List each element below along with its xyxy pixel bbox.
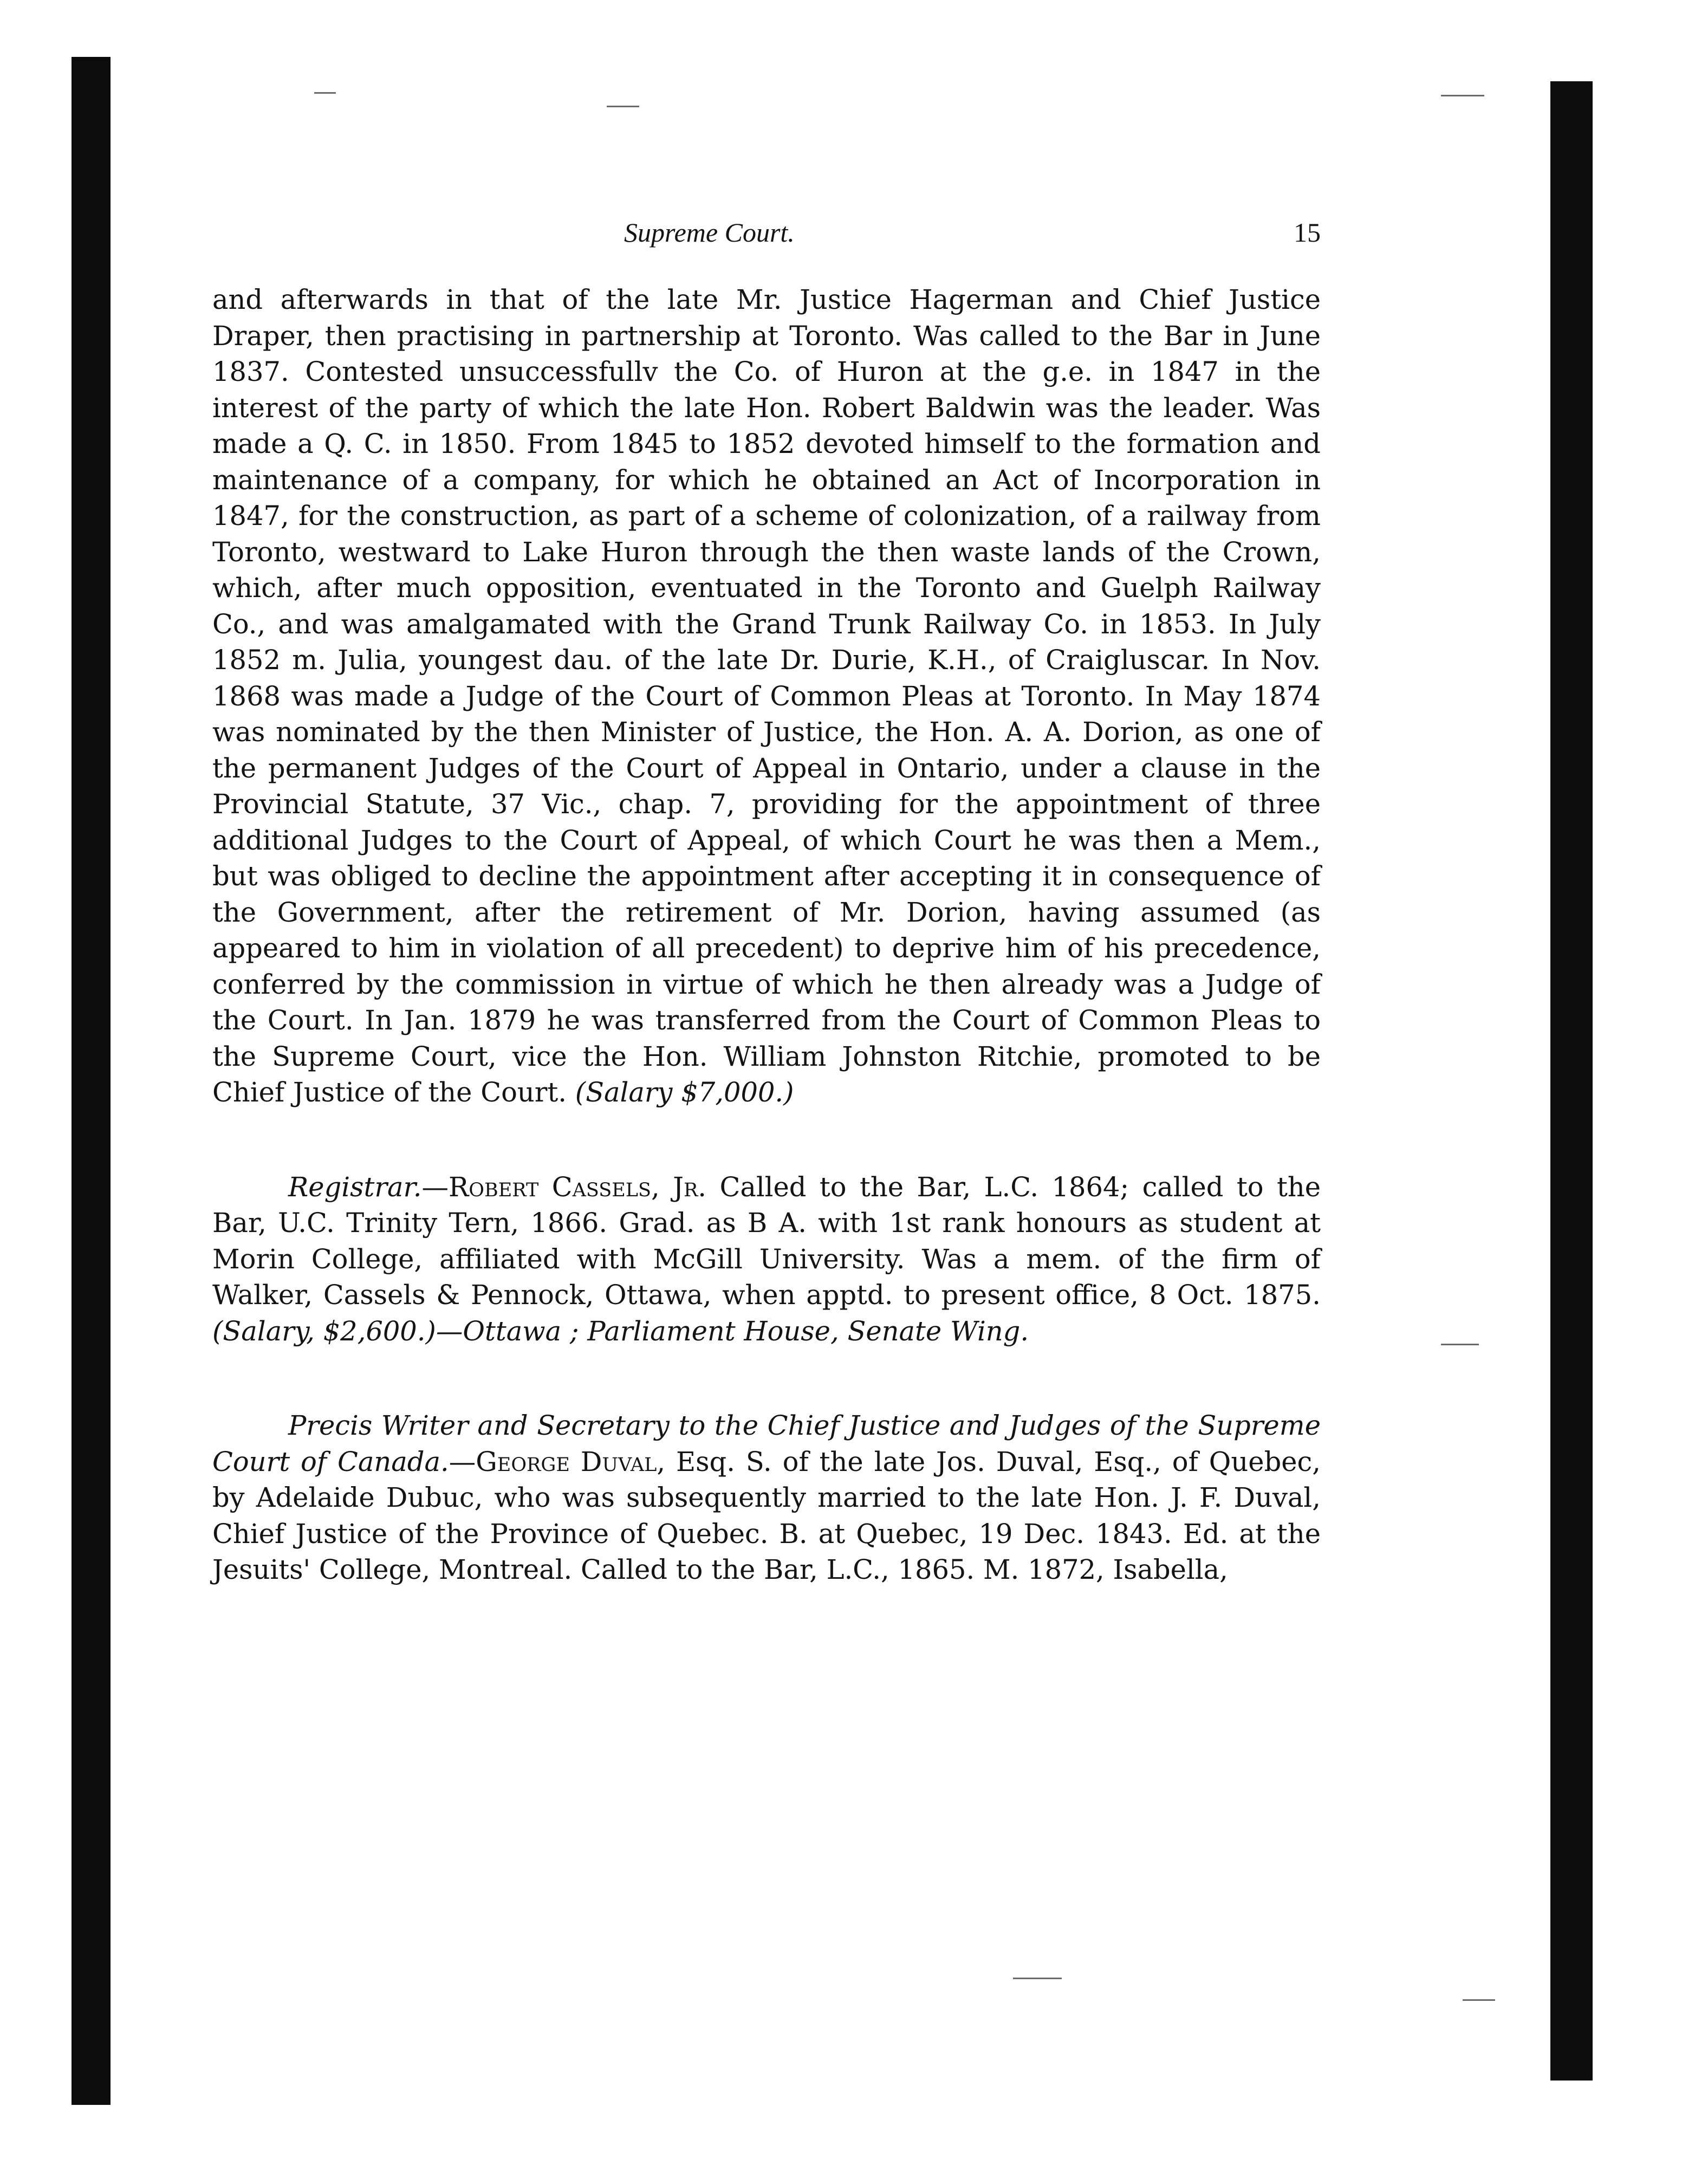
registrar-salary: (Salary, $2,600.) (212, 1315, 436, 1347)
paragraph-precis-writer (212, 1408, 1321, 1588)
scan-border-left (72, 57, 111, 2105)
paragraph-continuation (212, 282, 1321, 1111)
em-dash: — (421, 1171, 449, 1203)
registrar-name: Robert Cassels, Jr. (449, 1171, 707, 1203)
salary-note: (Salary $7,000.) (575, 1077, 794, 1108)
registrar-text: Called to the Bar, L.C. 1864; called to the Bar, U.C. Trinity Tern, 1866. Grad. as B A. with 1st rank honours as student at Morin College, affiliated with McGill University. Was a mem. of the firm of Walker, Cassels & Pennock, Ottawa, when apptd. to present office, 8 Oct. 1875. (212, 1171, 1321, 1311)
precis-text: Esq. S. of the late Jos. Duval, Esq., of Quebec, by Adelaide Dubuc, who was subsequently married to the late Hon. J. F. Duval, Chief Justice of the Province of Quebec. B. at Quebec, 19 Dec. 1843. Ed. at the Jesuits' College, Montreal. Called to the Bar, L.C., 1865. M. 1872, Isabella, (212, 1446, 1321, 1585)
scan-speck (1463, 1999, 1495, 2001)
running-title: Supreme Court. (624, 217, 795, 248)
running-head (212, 207, 1321, 256)
document-page (212, 207, 1321, 1588)
precis-label: Precis Writer and Secretary to the Chief Justice and Judges of the Supreme Court of Canada. (212, 1410, 1321, 1477)
scan-speck (314, 92, 336, 94)
em-dash: — (449, 1446, 476, 1477)
paragraph-registrar (212, 1169, 1321, 1350)
scan-speck (1441, 1344, 1479, 1345)
scan-speck (1013, 1978, 1062, 1979)
registrar-label: Registrar. (288, 1171, 422, 1203)
precis-name: George Duval, (476, 1446, 666, 1477)
paragraph-text: and afterwards in that of the late Mr. Justice Hagerman and Chief Justice Draper, then practising in partnership at Toronto. Was called to the Bar in June 1837. Contested unsuccessfullv the Co. of Huron at the g.e. in 1847 in the interest of the party of which the late Hon. Robert Baldwin was the leader. Was made a Q. C. in 1850. From 1845 to 1852 devoted himself to the formation and maintenance of a company, for which he obtained an Act of Incorporation in 1847, for the construction, as part of a scheme of colonization, of a railway from Toronto, westward to Lake Huron through the then waste lands of the Crown, which, after much opposition, eventuated in the Toronto and Guelph Railway Co., and was amalgamated with the Grand Trunk Railway Co. in 1853. In July 1852 m. Julia, youngest dau. of the late Dr. Durie, K.H., of Craigluscar. In Nov. 1868 was made a Judge of the Court of Common Pleas at Toronto. In May 1874 was nominated by the then Minister of Justice, the Hon. A. A. Dorion, as one of the permanent Judges of the Court of Appeal in Ontario, under a clause in the Provincial Statute, 37 Vic., chap. 7, providing for the appointment of three additional Judges to the Court of Appeal, of which Court he was then a Mem., but was obliged to decline the appointment after accepting it in consequence of the Government, after the retirement of Mr. Dorion, having assumed (as appeared to him in violation of all precedent) to deprive him of his precedence, conferred by the commission in virtue of which he then already was a Judge of the Court. In Jan. 1879 he was transferred from the Court of Common Pleas to the Supreme Court, vice the Hon. William Johnston Ritchie, promoted to be Chief Justice of the Court. (212, 284, 1321, 1108)
page-number: 15 (1294, 217, 1321, 248)
scan-speck (607, 106, 639, 107)
scan-speck (1441, 95, 1484, 96)
scan-border-right (1550, 81, 1593, 2081)
registrar-address: —Ottawa ; Parliament House, Senate Wing. (436, 1315, 1029, 1347)
